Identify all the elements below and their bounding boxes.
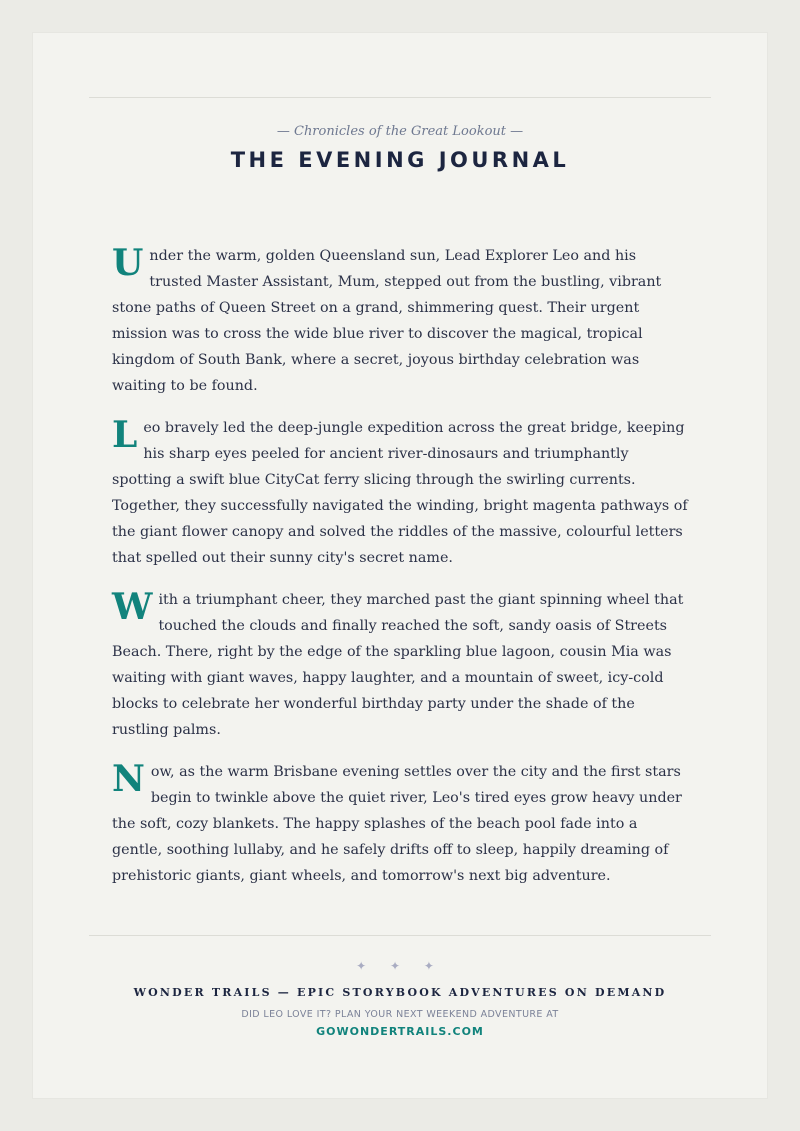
story-paragraph (112, 415, 690, 571)
bottom-divider (89, 935, 711, 936)
story-paragraph (112, 243, 690, 399)
drop-cap: L (112, 414, 138, 456)
paragraph-text: ow, as the warm Brisbane evening settles over the city and the first stars begin to twinkle above the quiet river, Leo's tired eyes grow heavy under the soft, cozy blankets. The happy splashes of the beach pool fade into a gentle, soothing lullaby, and he safely drifts off to sleep, happily dreaming of prehistoric giants, giant wheels, and tomorrow's next big adventure. (112, 764, 682, 884)
drop-cap: U (112, 242, 144, 284)
story-paragraph (112, 587, 690, 743)
header-kicker: — Chronicles of the Great Lookout — (276, 124, 524, 139)
website-link[interactable]: GOWONDERTRAILS.COM (316, 1025, 484, 1038)
page-title: THE EVENING JOURNAL (230, 148, 570, 172)
journal-page (33, 33, 767, 1098)
paragraph-text: nder the warm, golden Queensland sun, Lead Explorer Leo and his trusted Master Assistant, Mum, stepped out from the bustling, vibrant stone paths of Queen Street on a grand, shimmering quest. Their urgent mission was to cross the wide blue river to discover the magical, tropical kingdom of South Bank, where a secret, joyous birthday celebration was waiting to be found. (112, 248, 662, 394)
story-paragraph (112, 759, 690, 889)
drop-cap: W (112, 586, 153, 628)
footer-cta: DID LEO LOVE IT? PLAN YOUR NEXT WEEKEND ADVENTURE AT (241, 1009, 559, 1020)
footer-brand: WONDER TRAILS — EPIC STORYBOOK ADVENTURES ON DEMAND (133, 986, 667, 999)
star-ornament-icon: ✦ ✦ ✦ (356, 959, 444, 973)
paragraph-text: ith a triumphant cheer, they marched past the giant spinning wheel that touched the clouds and finally reached the soft, sandy oasis of Streets Beach. There, right by the edge of the sparkling blue lagoon, cousin Mia was waiting with giant waves, happy laughter, and a mountain of sweet, icy-cold blocks to celebrate her wonderful birthday party under the shade of the rustling palms. (112, 592, 684, 738)
paragraph-text: eo bravely led the deep-jungle expedition across the great bridge, keeping his sharp eyes peeled for ancient river-dinosaurs and triumphantly spotting a swift blue CityCat ferry slicing through the swirling currents. Together, they successfully navigated the winding, bright magenta pathways of the giant flower canopy and solved the riddles of the massive, colourful letters that spelled out their sunny city's secret name. (112, 420, 688, 566)
drop-cap: N (112, 758, 145, 800)
top-divider (89, 97, 711, 98)
story-body (112, 243, 690, 905)
